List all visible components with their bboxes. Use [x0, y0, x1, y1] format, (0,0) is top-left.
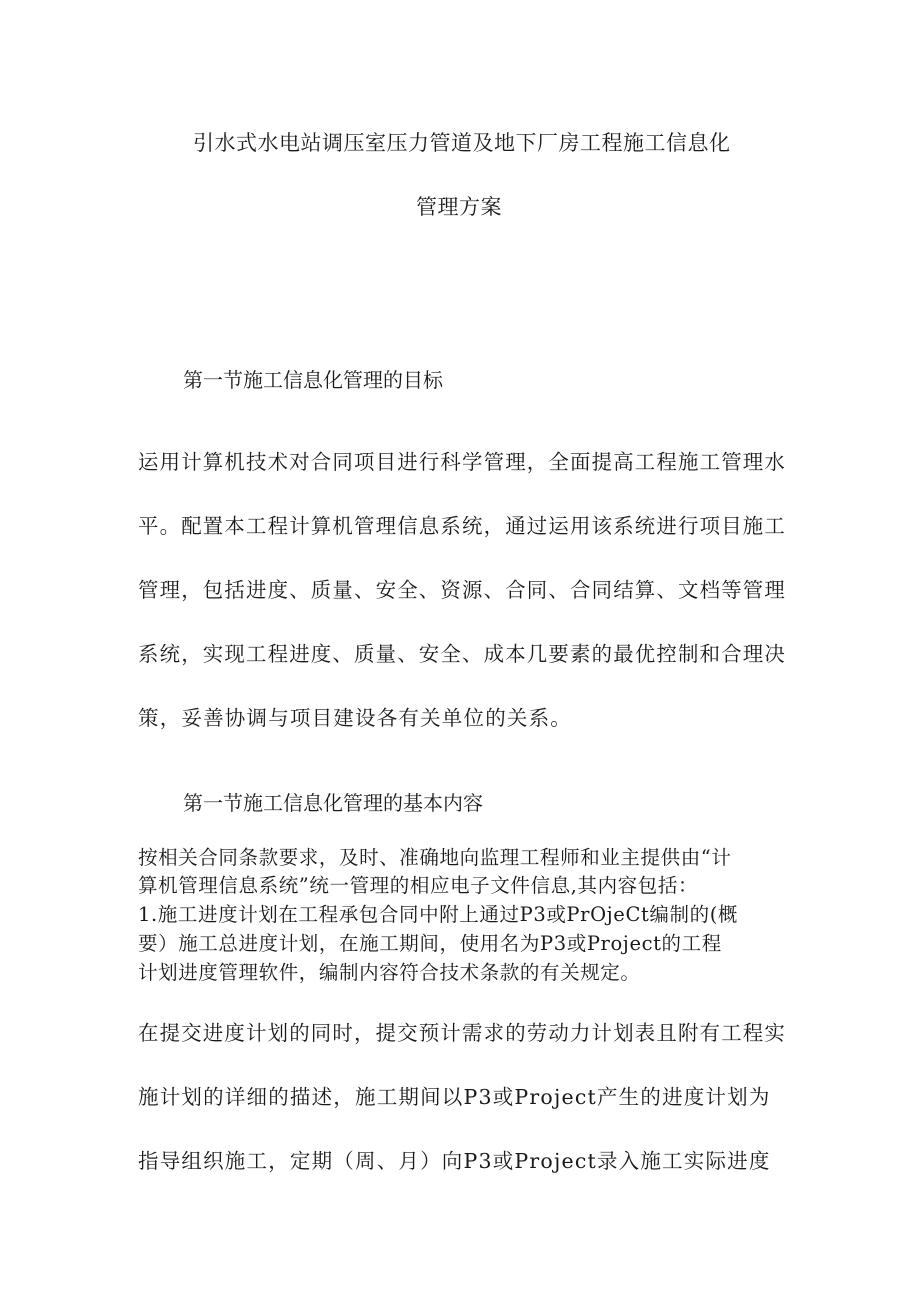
- section-2-loose-line: 指导组织施工，定期（周、月）向P3或Project录入施工实际进度: [138, 1149, 771, 1173]
- section-1-paragraph-line: 管理，包括进度、质量、安全、资源、合同、合同结算、文档等管理: [138, 578, 787, 602]
- section-2-heading: 第一节施工信息化管理的基本内容: [183, 791, 483, 815]
- section-2-dense-line: 计划进度管理软件，编制内容符合技术条款的有关规定。: [138, 961, 641, 984]
- section-1-heading: 第一节施工信息化管理的目标: [183, 368, 443, 392]
- section-2-loose-line: 施计划的详细的描述，施工期间以P3或Project产生的进度计划为: [138, 1085, 771, 1109]
- section-1-paragraph-line: 系统，实现工程进度、质量、安全、成本几要素的最优控制和合理决: [138, 642, 787, 666]
- section-2-dense-line: 算机管理信息系统”统一管理的相应电子文件信息,其内容包括：: [138, 874, 699, 897]
- section-1-paragraph-line: 运用计算机技术对合同项目进行科学管理，全面提高工程施工管理水: [138, 450, 787, 474]
- section-1-paragraph-line: 平。配置本工程计算机管理信息系统，通过运用该系统进行项目施工: [138, 514, 787, 538]
- section-2-loose-line: 在提交进度计划的同时，提交预计需求的劳动力计划表且附有工程实: [138, 1021, 787, 1045]
- section-2-dense-line: 1.施工进度计划在工程承包合同中附上通过P3或PrOjeCt编制的(概: [138, 903, 739, 926]
- document-title-line-1: 引水式水电站调压室压力管道及地下厂房工程施工信息化: [193, 131, 731, 155]
- section-1-paragraph-line: 策，妥善协调与项目建设各有关单位的关系。: [138, 706, 572, 730]
- section-2-dense-line: 要）施工总进度计划，在施工期间，使用名为P3或Project的工程: [138, 932, 722, 955]
- document-title-line-2: 管理方案: [416, 195, 502, 219]
- section-2-dense-line: 按相关合同条款要求，及时、准确地向监理工程师和业主提供由“计: [138, 846, 732, 869]
